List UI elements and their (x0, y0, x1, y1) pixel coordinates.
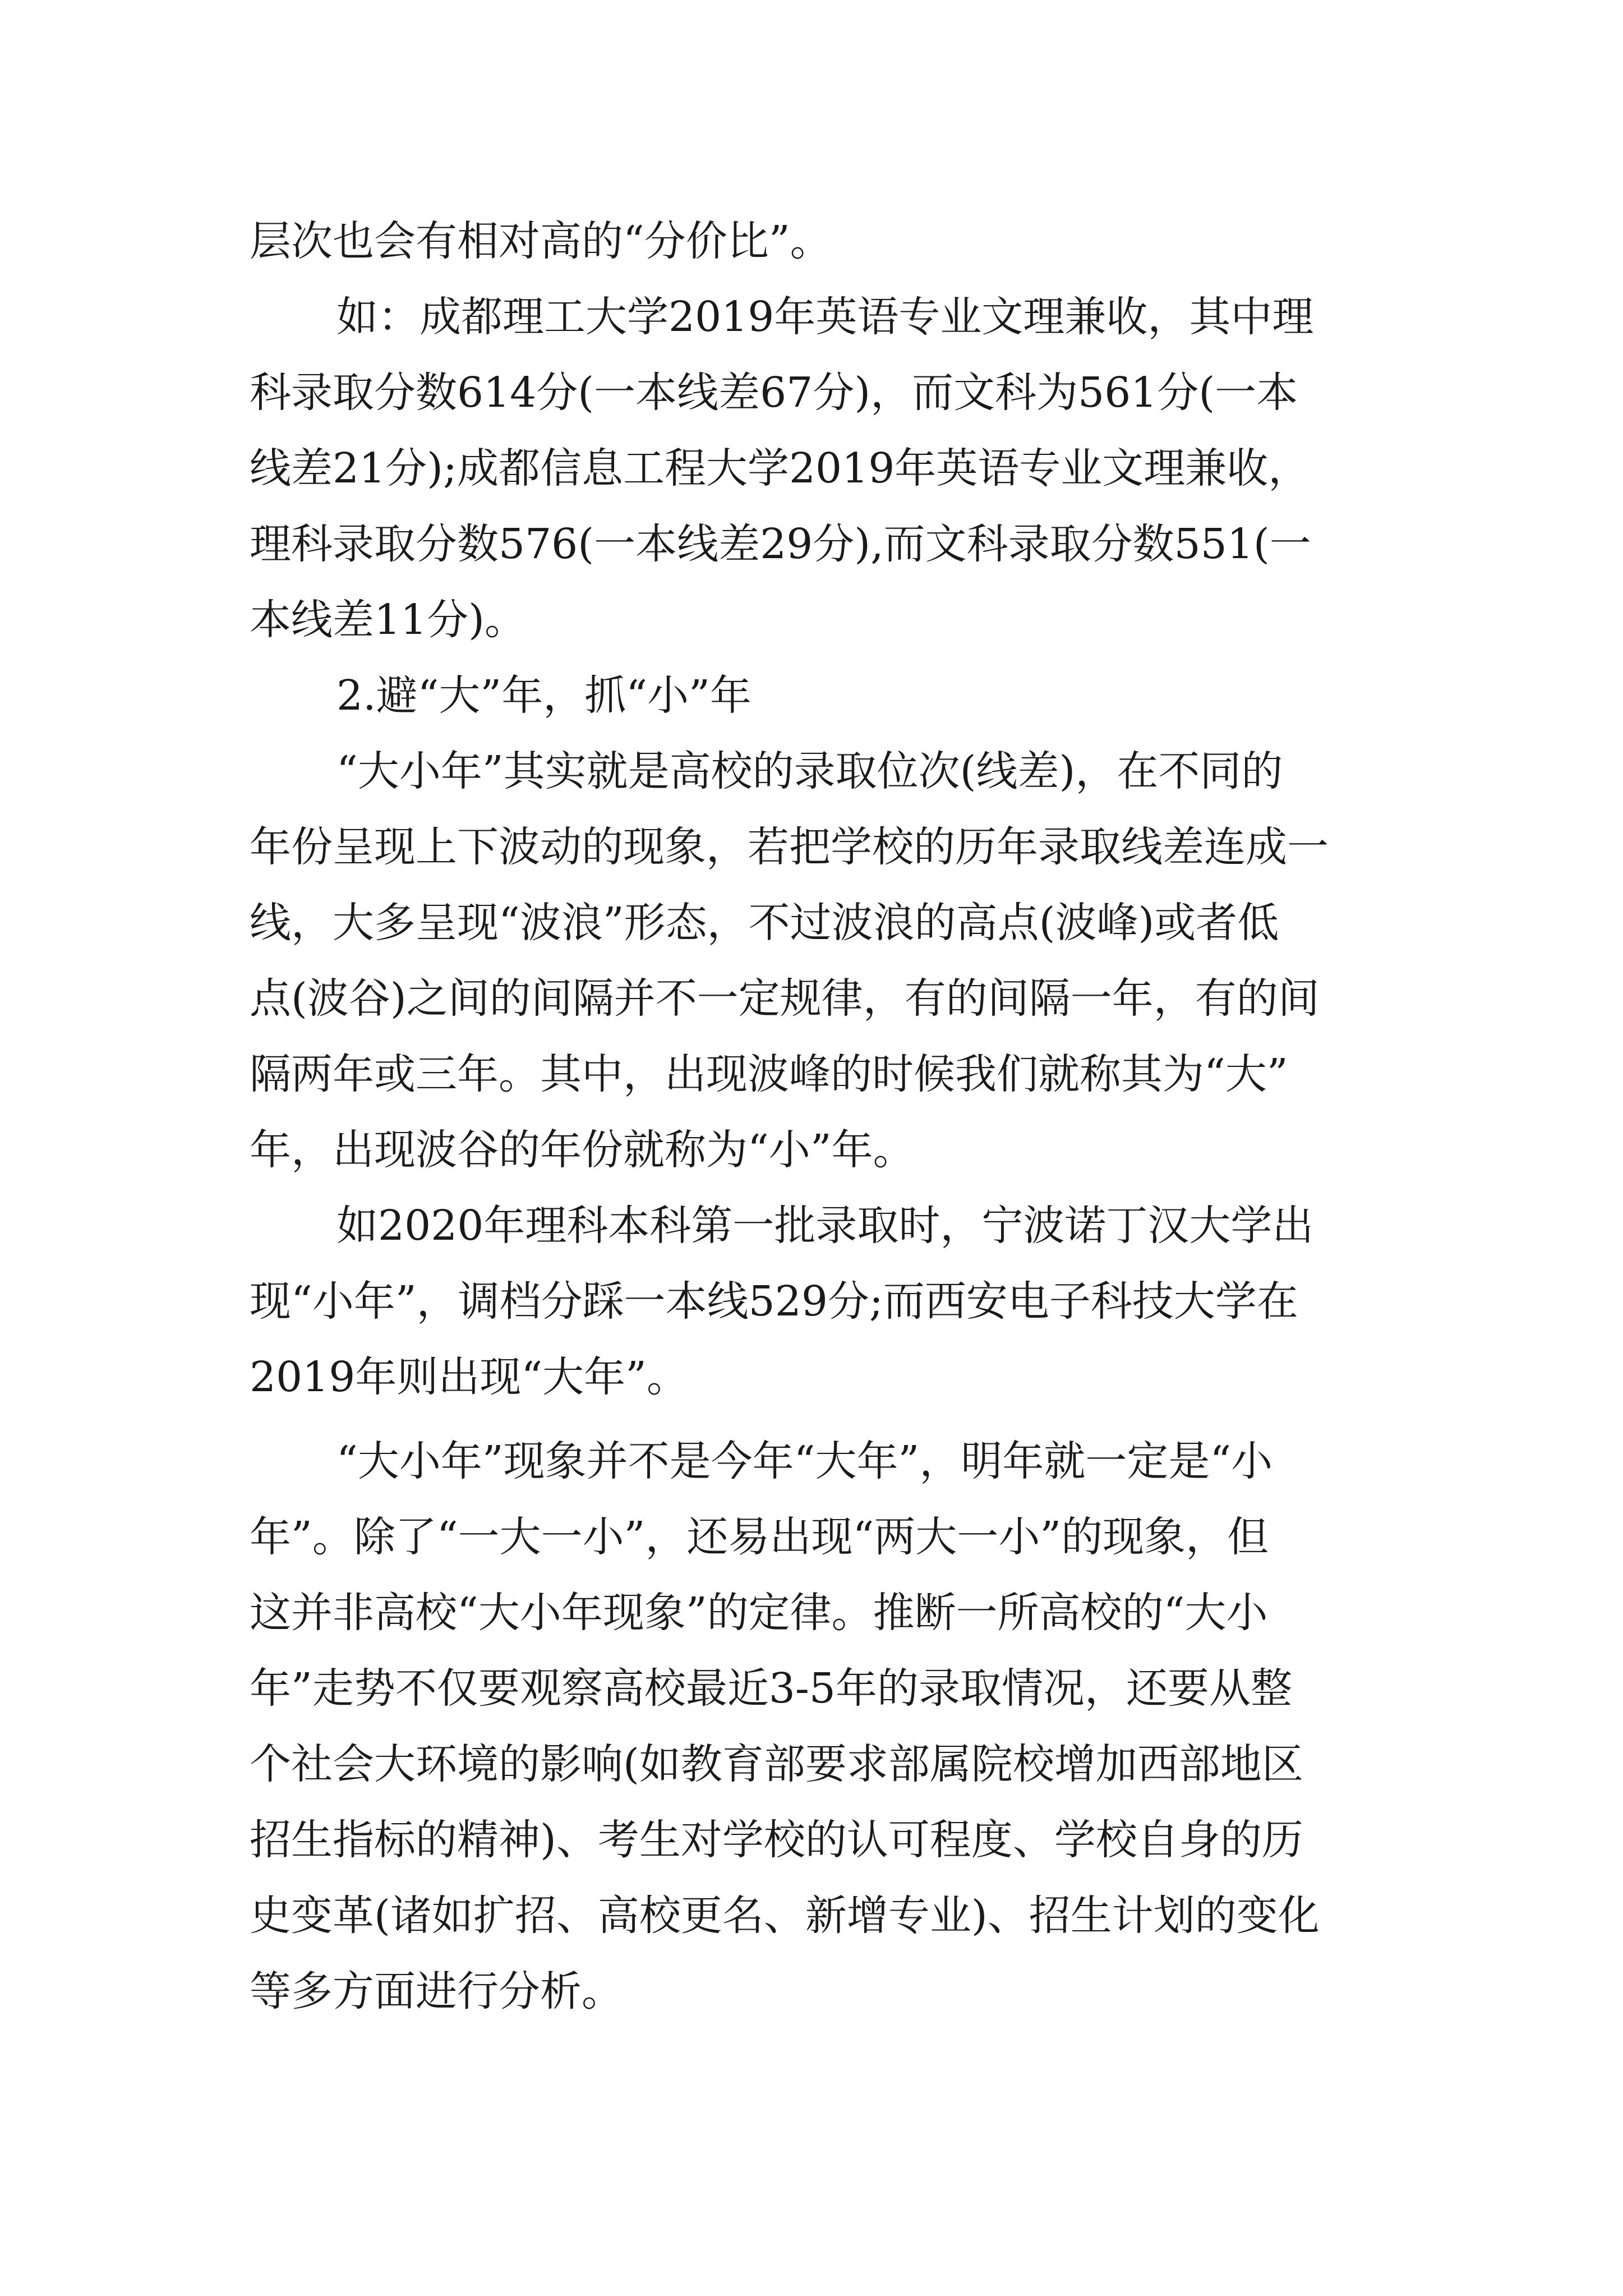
text-line: 现“小年”，调档分踩一本线529分;而西安电子科技大学在 (250, 1277, 1298, 1326)
text-line: 招生指标的精神)、考生对学校的认可程度、学校自身的历 (250, 1816, 1303, 1864)
text-line: 层次也会有相对高的“分价比”。 (250, 217, 832, 265)
text-line: 2019年则出现“大年”。 (250, 1353, 688, 1401)
text-line: 隔两年或三年。其中，出现波峰的时候我们就称其为“大” (250, 1050, 1288, 1098)
section-heading: 2.避“大”年，抓“小”年 (336, 671, 751, 720)
text-line: 等多方面进行分析。 (250, 1967, 623, 2016)
text-line: 如2020年理科本科第一批录取时，宁波诺丁汉大学出 (336, 1202, 1314, 1250)
text-line: 年”。除了“一大一小”，还易出现“两大一小”的现象，但 (250, 1513, 1269, 1561)
text-line: 如：成都理工大学2019年英语专业文理兼收，其中理 (336, 293, 1314, 341)
text-line: 年份呈现上下波动的现象，若把学校的历年录取线差连成一 (250, 823, 1329, 871)
text-line: “大小年”其实就是高校的录取位次(线差)，在不同的 (336, 747, 1283, 795)
text-line: 个社会大环境的影响(如教育部要求部属院校增加西部地区 (250, 1740, 1303, 1788)
text-line: 年，出现波谷的年份就称为“小”年。 (250, 1126, 915, 1174)
text-line: 本线差11分)。 (250, 596, 527, 644)
text-line: 这并非高校“大小年现象”的定律。推断一所高校的“大小 (250, 1589, 1268, 1637)
text-line: 科录取分数614分(一本线差67分)，而文科为561分(一本 (250, 369, 1298, 417)
text-line: 线，大多呈现“波浪”形态，不过波浪的高点(波峰)或者低 (250, 899, 1279, 947)
text-line: 理科录取分数576(一本线差29分),而文科录取分数551(一 (250, 520, 1311, 568)
text-line: 点(波谷)之间的间隔并不一定规律，有的间隔一年，有的间 (250, 974, 1320, 1023)
text-line: 线差21分);成都信息工程大学2019年英语专业文理兼收， (250, 444, 1310, 493)
text-line: 年”走势不仅要观察高校最近3-5年的录取情况，还要从整 (250, 1664, 1292, 1713)
text-line: “大小年”现象并不是今年“大年”，明年就一定是“小 (336, 1437, 1273, 1485)
text-line: 史变革(诸如扩招、高校更名、新增专业)、招生计划的变化 (250, 1892, 1320, 1940)
